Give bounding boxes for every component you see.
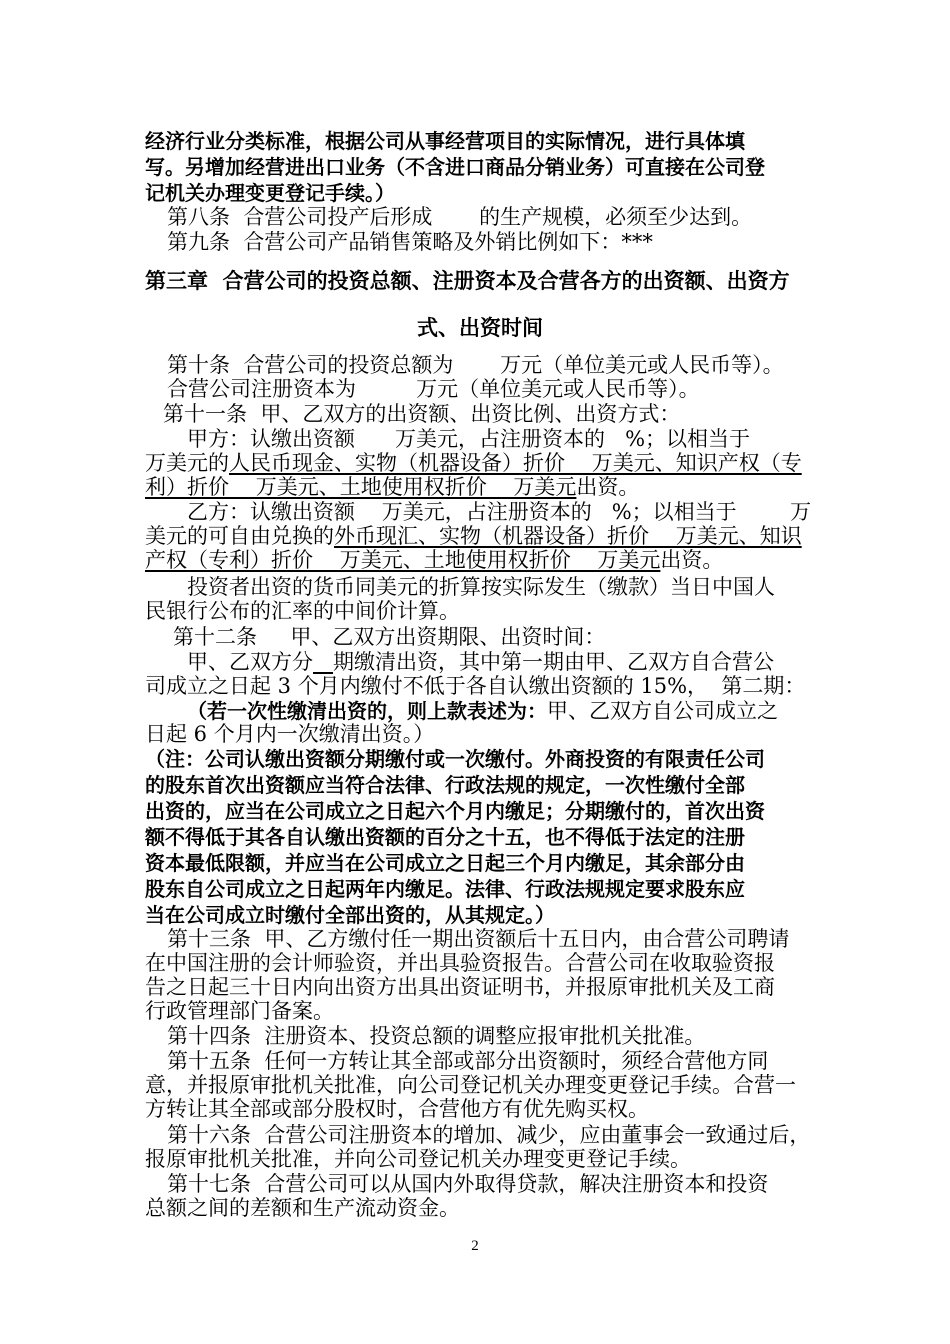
- intro-note-line-1: 经济行业分类标准，根据公司从事经营项目的实际情况，进行具体填: [145, 129, 745, 153]
- article-12-alt-clause-bold: （若一次性缴清出资的，则上款表述为：: [187, 699, 547, 723]
- note-line-6: 股东自公司成立之日起两年内缴足。法律、行政法规规定要求股东应: [145, 877, 745, 901]
- article-17-line-2: 总额之间的差额和生产流动资金。: [145, 1196, 460, 1220]
- article-17-line-1: 第十七条 合营公司可以从国内外取得贷款，解决注册资本和投资: [167, 1172, 769, 1196]
- article-12-line-2: 司成立之日起 3 个月内缴付不低于各自认缴出资额的 15%， 第二期：: [145, 674, 806, 698]
- article-14: 第十四条 注册资本、投资总额的调整应报审批机关批准。: [167, 1024, 706, 1048]
- party-a-line-3: [145, 474, 815, 500]
- article-12-line-1-post: 期缴清出资，其中第一期由甲、乙双方自合营公: [333, 650, 775, 674]
- intro-note-line-2: 写。另增加经营进出口业务（不含进口商品分销业务）可直接在公司登: [145, 155, 765, 179]
- article-10-line-1: 第十条 合营公司的投资总额为 万元（单位美元或人民币等）。: [167, 353, 784, 377]
- article-13-line-3: 告之日起三十日内向出资方出具出资证明书，并报原审批机关及工商: [145, 975, 775, 999]
- article-16-line-1: 第十六条 合营公司注册资本的增加、减少，应由董事会一致通过后，: [167, 1123, 811, 1147]
- article-12-line-1-pre: 甲、乙双方分: [187, 650, 313, 674]
- article-15-line-1: 第十五条 任何一方转让其全部或部分出资额时，须经合营他方同: [167, 1049, 769, 1073]
- article-13-line-1: 第十三条 甲、乙方缴付任一期出资额后十五日内，由合营公司聘请: [167, 927, 790, 951]
- party-b-line-2-pre: 美元的可自由兑换的: [145, 524, 334, 548]
- note-line-4: 额不得低于其各自认缴出资额的百分之十五，也不得低于法定的注册: [145, 825, 745, 849]
- party-b-line-1: 乙方：认缴出资额 万美元，占注册资本的 %；以相当于 万: [187, 500, 812, 524]
- article-9: 第九条 合营公司产品销售策略及外销比例如下：***: [167, 230, 653, 254]
- chapter-3-heading-line-1: 第三章 合营公司的投资总额、注册资本及合营各方的出资额、出资方: [145, 269, 790, 293]
- note-line-3: 出资的，应当在公司成立之日起六个月内缴足；分期缴付的，首次出资: [145, 799, 765, 823]
- fx-rule-line-1: 投资者出资的货币同美元的折算按实际发生（缴款）当日中国人: [187, 575, 775, 599]
- article-8: 第八条 合营公司投产后形成 的生产规模，必须至少达到。: [167, 205, 753, 229]
- article-12-title: 第十二条 甲、乙双方出资期限、出资时间：: [173, 625, 606, 649]
- party-b-line-2: [145, 523, 815, 549]
- article-10-line-2: 合营公司注册资本为 万元（单位美元或人民币等）。: [167, 377, 700, 401]
- article-12-alt-clause: 甲、乙双方自公司成立之: [547, 699, 778, 723]
- party-b-line-3: [145, 547, 815, 573]
- note-line-7: 当在公司成立时缴付全部出资的，从其规定。）: [145, 903, 555, 927]
- chapter-3-heading-line-2: 式、出资时间: [417, 316, 543, 340]
- page-number: 2: [471, 1238, 479, 1254]
- article-16-line-2: 报原审批机关批准，并向公司登记机关办理变更登记手续。: [145, 1147, 691, 1171]
- article-15-line-2: 意，并报原审批机关批准，向公司登记机关办理变更登记手续。合营一: [145, 1073, 796, 1097]
- article-13-line-2: 在中国注册的会计师验资，并出具验资报告。合营公司在收取验资报: [145, 951, 775, 975]
- article-12-line-1: [187, 649, 857, 675]
- party-b-contribution-detail: 外币现汇、实物（机器设备）折价 万美元、知识: [334, 524, 802, 548]
- party-b-line-3-post: 出资。: [660, 548, 724, 572]
- note-line-1: （注：公司认缴出资额分期缴付或一次缴付。外商投资的有限责任公司: [145, 747, 765, 771]
- party-b-contribution-detail-2: 产权（专利）折价 万美元、土地使用权折价 万美元: [145, 548, 661, 572]
- installment-count-blank: [313, 650, 333, 674]
- article-13-line-4: 行政管理部门备案。: [145, 999, 334, 1023]
- article-12-line-4: 日起 6 个月内一次缴清出资。）: [145, 722, 435, 746]
- fx-rule-line-2: 民银行公布的汇率的中间价计算。: [145, 599, 460, 623]
- intro-note-line-3: 记机关办理变更登记手续。）: [145, 181, 395, 205]
- article-11-title: 第十一条 甲、乙双方的出资额、出资比例、出资方式：: [163, 402, 681, 426]
- party-a-contribution-detail: 人民币现金、实物（机器设备）折价 万美元、知识产权（专: [229, 451, 802, 475]
- party-a-contribution-detail-2: 利）折价 万美元、土地使用权折价 万美元: [145, 475, 577, 499]
- party-a-line-3-post: 出资。: [576, 475, 640, 499]
- article-15-line-3: 方转让其全部或部分股权时，合营他方有优先购买权。: [145, 1097, 649, 1121]
- note-line-5: 资本最低限额，并应当在公司成立之日起三个月内缴足，其余部分由: [145, 851, 745, 875]
- party-a-line-2-pre: 万美元的: [145, 451, 229, 475]
- party-a-line-1: 甲方：认缴出资额 万美元，占注册资本的 %；以相当于: [187, 427, 751, 451]
- party-a-line-2: [145, 450, 815, 476]
- note-line-2: 的股东首次出资额应当符合法律、行政法规的规定，一次性缴付全部: [145, 773, 745, 797]
